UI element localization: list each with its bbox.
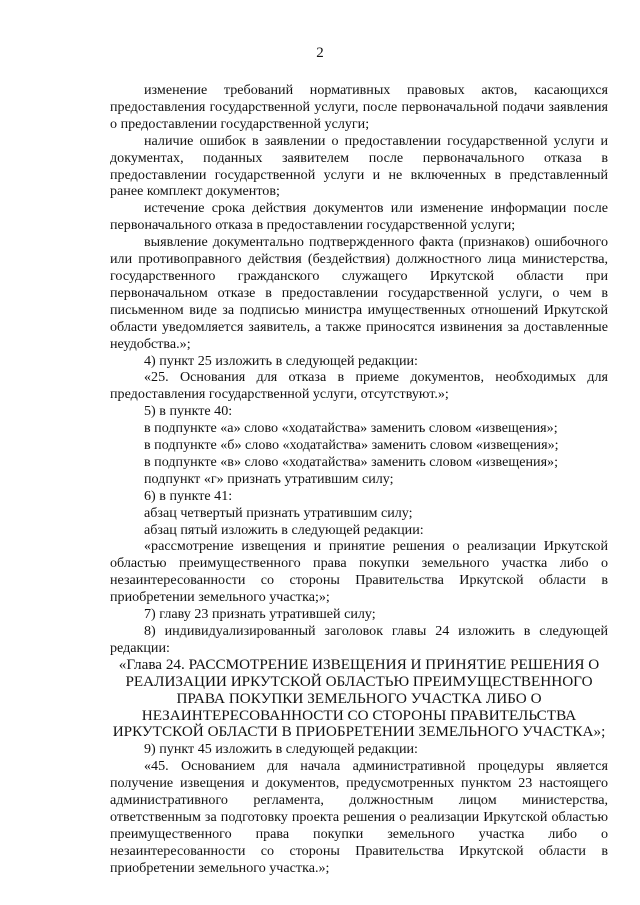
paragraph: 8) индивидуализированный заголовок главы 24 изложить в следующей редакции: <box>110 623 608 656</box>
paragraph: «45. Основанием для начала административной процедуры является получение извещения и документов, предусмотренных пунктом 23 настоящего административного регламента, должностным лицом министерства, ответственным за подготовку проекта решения о реализации Иркутской областью преимущественного права покупки земельного участка либо о незаинтересованности со стороны Правительства Иркутской области в приобретении земельного участка.»; <box>110 758 608 876</box>
paragraph: 6) в пункте 41: <box>144 487 233 504</box>
paragraph: подпункт «г» признать утратившим силу; <box>144 470 394 487</box>
paragraph: «рассмотрение извещения и принятие решения о реализации Иркутской областью преимущественного права покупки земельного участка либо о незаинтересованности со стороны Правительства Иркутской области в приобретении земельного участка;»; <box>110 538 608 606</box>
paragraph: изменение требований нормативных правовых актов, касающихся предоставления государственной услуги, после первоначальной подачи заявления о предоставлении государственной услуги; <box>110 82 608 132</box>
paragraph: истечение срока действия документов или изменение информации после первоначального отказа в предоставлении государственной услуги; <box>110 200 608 234</box>
paragraph: 9) пункт 45 изложить в следующей редакции: <box>144 741 418 758</box>
paragraph: абзац пятый изложить в следующей редакции: <box>144 521 424 538</box>
paragraph: наличие ошибок в заявлении о предоставлении государственной услуги и документах, поданных заявителем после первоначального отказа в предоставлении государственной услуги и не включенных в представленный ранее комплект документов; <box>110 132 608 200</box>
paragraph: «25. Основания для отказа в приеме документов, необходимых для предоставления государственной услуги, отсутствуют.»; <box>110 369 608 403</box>
paragraph: в подпункте «в» слово «ходатайства» заменить словом «извещения»; <box>144 453 559 470</box>
paragraph: 4) пункт 25 изложить в следующей редакции: <box>144 352 418 369</box>
paragraph: в подпункте «а» слово «ходатайства» заменить словом «извещения»; <box>144 420 558 437</box>
paragraph: 5) в пункте 40: <box>144 403 233 420</box>
page-number: 2 <box>316 45 324 61</box>
document-body <box>110 82 608 877</box>
paragraph: 7) главу 23 признать утратившей силу; <box>144 606 376 623</box>
paragraph: абзац четвертый признать утратившим силу; <box>144 504 413 521</box>
paragraph: выявление документально подтвержденного факта (признаков) ошибочного или противоправного действия (бездействия) должностного лица министерства, государственного гражданского служащего Иркутской области при первоначальном отказе в предоставлении государственной услуги, о чем в письменном виде за подписью министра имущественных отношений Иркутской области уведомляется заявитель, а также приносятся извинения за доставленные неудобства.»; <box>110 234 608 352</box>
chapter-heading: «Глава 24. РАССМОТРЕНИЕ ИЗВЕЩЕНИЯ И ПРИНЯТИЕ РЕШЕНИЯ О РЕАЛИЗАЦИИ ИРКУТСКОЙ ОБЛАСТЬЮ ПРЕИМУЩЕСТВЕННОГО ПРАВА ПОКУПКИ ЗЕМЕЛЬНОГО УЧАСТКА ЛИБО О НЕЗАИНТЕРЕСОВАННОСТИ СО СТОРОНЫ ПРАВИТЕЛЬСТВА ИРКУТСКОЙ ОБЛАСТИ В ПРИОБРЕТЕНИИ ЗЕМЕЛЬНОГО УЧАСТКА»; <box>112 655 606 741</box>
paragraph: в подпункте «б» слово «ходатайства» заменить словом «извещения»; <box>144 437 559 454</box>
